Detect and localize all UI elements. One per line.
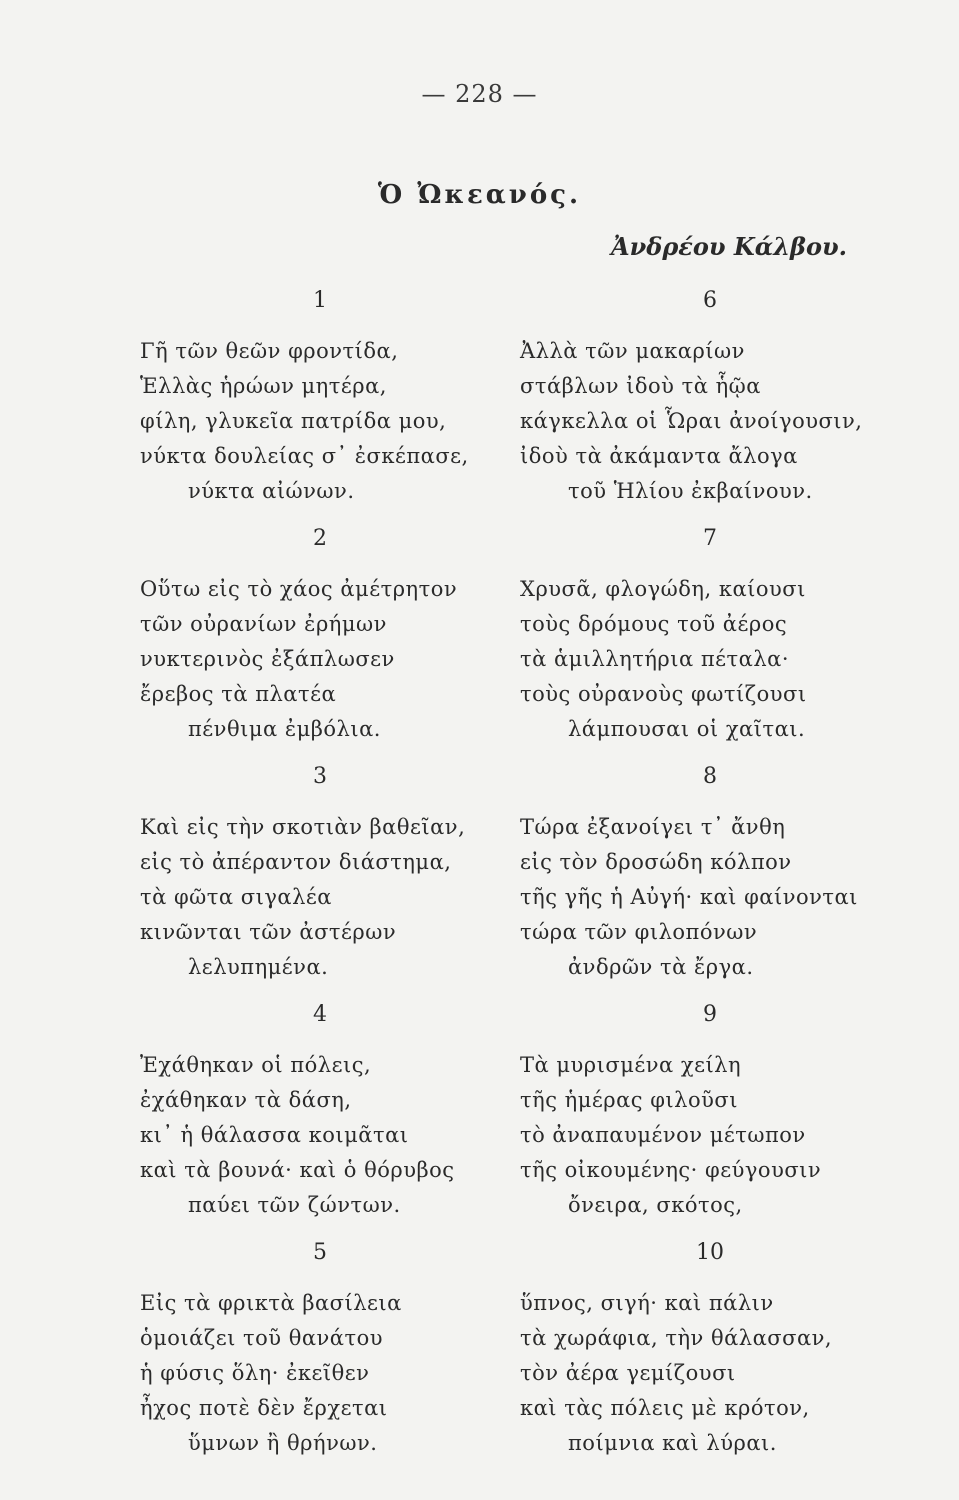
verse-line: τοὺς δρόμους τοῦ ἀέρος <box>520 612 788 636</box>
verse-line: Οὕτω εἰς τὸ χάος ἀμέτρητον <box>140 577 458 601</box>
verse-line: κι᾽ ἡ θάλασσα κοιμᾶται <box>140 1123 409 1147</box>
verse-line: καὶ τὰ βουνά· καὶ ὁ θόρυβος <box>140 1158 455 1182</box>
verse-line: τῆς ἡμέρας φιλοῦσι <box>520 1088 738 1112</box>
verse-line: κάγκελλα οἱ Ὧραι ἀνοίγουσιν, <box>520 409 863 433</box>
stanza-number: 5 <box>313 1240 327 1265</box>
stanza-lines <box>520 334 862 509</box>
verse-line: ἀνδρῶν τὰ ἔργα. <box>568 955 754 979</box>
stanza-number: 2 <box>313 526 327 551</box>
stanza-number: 7 <box>703 526 717 551</box>
verse-line: λελυπημένα. <box>188 955 329 979</box>
stanza-number: 10 <box>696 1240 724 1265</box>
poem-title: Ὁ Ὠκεανός. <box>377 180 582 210</box>
stanza <box>520 282 910 520</box>
verse-line: Ἀλλὰ τῶν μακαρίων <box>520 339 745 363</box>
verse-line: πένθιμα ἐμβόλια. <box>188 717 381 741</box>
verse-line: ὕμνων ἢ θρήνων. <box>188 1431 378 1455</box>
verse-line: τοὺς οὐρανοὺς φωτίζουσι <box>520 682 807 706</box>
verse-line: τοῦ Ἡλίου ἐκβαίνουν. <box>568 479 813 503</box>
verse-line: παύει τῶν ζώντων. <box>188 1193 401 1217</box>
verse-line: νυκτερινὸς ἐξάπλωσεν <box>140 647 395 671</box>
page-number: — 228 — <box>421 80 538 108</box>
stanza-lines <box>520 1048 821 1223</box>
verse-line: Γῆ τῶν θεῶν φροντίδα, <box>140 339 399 363</box>
stanza-number: 6 <box>703 288 717 313</box>
verse-line: ἡ φύσις ὅλη· ἐκεῖθεν <box>140 1361 370 1385</box>
stanza-lines <box>520 572 807 747</box>
verse-line: Τώρα ἐξανοίγει τ᾽ ἄνθη <box>520 815 786 839</box>
verse-line: τῆς γῆς ἡ Αὐγή· καὶ φαίνονται <box>520 885 858 909</box>
verse-line: Χρυσᾶ, φλογώδη, καίουσι <box>520 577 806 601</box>
verse-line: ὄνειρα, σκότος, <box>568 1193 743 1217</box>
stanza <box>140 996 530 1234</box>
verse-line: εἰς τὸ ἀπέραντον διάστημα, <box>140 850 452 874</box>
stanza-lines <box>140 1286 402 1461</box>
stanza-lines <box>140 334 469 509</box>
stanza-number: 3 <box>313 764 327 789</box>
stanza-lines <box>520 810 858 985</box>
stanza <box>520 758 910 996</box>
verse-line: νύκτα αἰώνων. <box>188 479 355 503</box>
stanza-number: 1 <box>313 288 327 313</box>
stanza <box>520 996 910 1234</box>
verse-line: τὰ ἁμιλλητήρια πέταλα· <box>520 647 790 671</box>
verse-line: τὸν ἀέρα γεμίζουσι <box>520 1361 736 1385</box>
verse-line: ἰδοὺ τὰ ἀκάμαντα ἄλογα <box>520 444 798 468</box>
verse-line: τὰ χωράφια, τὴν θάλασσαν, <box>520 1326 833 1350</box>
stanza-lines <box>520 1286 832 1461</box>
verse-line: καὶ τὰς πόλεις μὲ κρότον, <box>520 1396 810 1420</box>
verse-line: Καὶ εἰς τὴν σκοτιὰν βαθεῖαν, <box>140 815 466 839</box>
right-column <box>520 282 910 1472</box>
stanza-number: 8 <box>703 764 717 789</box>
stanza-lines <box>140 810 465 985</box>
verse-line: ἔρεβος τὰ πλατέα <box>140 682 337 706</box>
stanza <box>140 1234 530 1472</box>
verse-line: τῶν οὐρανίων ἐρήμων <box>140 612 387 636</box>
verse-line: ὕπνος, σιγή· καὶ πάλιν <box>520 1291 774 1315</box>
verse-line: νύκτα δουλείας σ᾽ ἐσκέπασε, <box>140 444 469 468</box>
verse-line: Εἰς τὰ φρικτὰ βασίλεια <box>140 1291 402 1315</box>
stanza-number: 4 <box>313 1002 327 1027</box>
stanza <box>520 1234 910 1472</box>
verse-line: Ἑλλὰς ἡρώων μητέρα, <box>140 374 387 398</box>
verse-line: τὸ ἀναπαυμένον μέτωπον <box>520 1123 806 1147</box>
verse-line: ὁμοιάζει τοῦ θανάτου <box>140 1326 384 1350</box>
verse-line: τώρα τῶν φιλοπόνων <box>520 920 758 944</box>
verse-line: τῆς οἰκουμένης· φεύγουσιν <box>520 1158 822 1182</box>
stanza <box>140 758 530 996</box>
verse-line: κινῶνται τῶν ἀστέρων <box>140 920 397 944</box>
verse-line: τὰ φῶτα σιγαλέα <box>140 885 332 909</box>
stanza <box>520 520 910 758</box>
verse-line: λάμπουσαι οἱ χαῖται. <box>568 717 806 741</box>
verse-line: φίλη, γλυκεῖα πατρίδα μου, <box>140 409 447 433</box>
stanza-lines <box>140 572 457 747</box>
poem-author: Ἀνδρέου Κάλβου. <box>611 232 847 261</box>
left-column <box>140 282 530 1472</box>
verse-line: εἰς τὸν δροσώδη κόλπον <box>520 850 792 874</box>
verse-line: στάβλων ἰδοὺ τὰ ἧῷα <box>520 374 761 398</box>
stanza <box>140 282 530 520</box>
stanza-lines <box>140 1048 455 1223</box>
stanza <box>140 520 530 758</box>
verse-line: Τὰ μυρισμένα χείλη <box>520 1053 742 1077</box>
verse-line: ποίμνια καὶ λύραι. <box>568 1431 777 1455</box>
verse-line: Ἐχάθηκαν οἱ πόλεις, <box>140 1053 372 1077</box>
verse-line: ἦχος ποτὲ δὲν ἔρχεται <box>140 1396 388 1420</box>
stanza-number: 9 <box>703 1002 717 1027</box>
verse-line: ἐχάθηκαν τὰ δάση, <box>140 1088 352 1112</box>
